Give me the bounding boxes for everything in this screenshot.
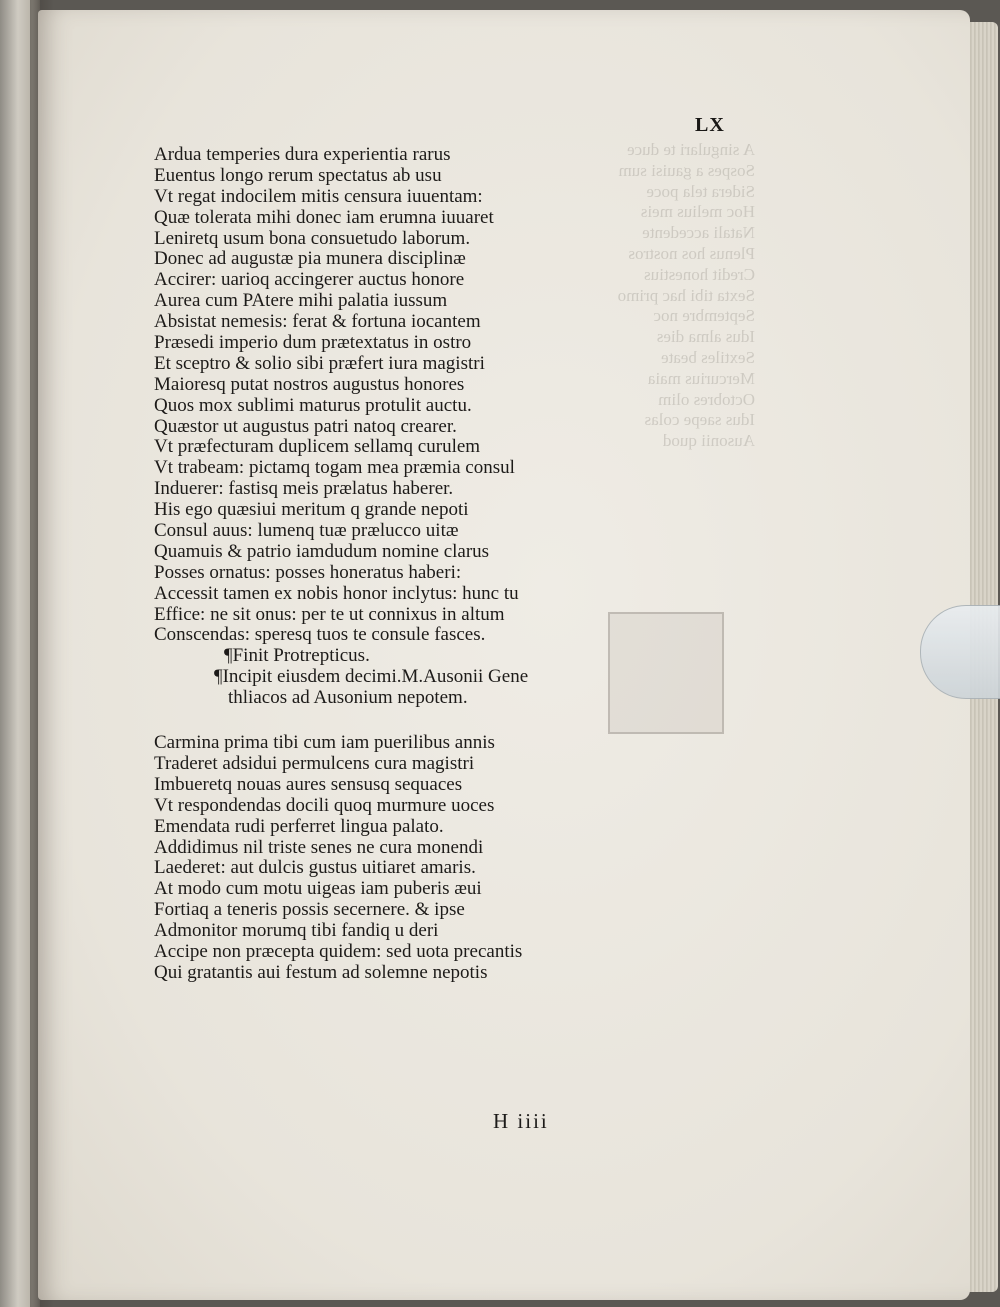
folio-number: LX [695, 114, 725, 136]
text-line: His ego quæsiui meritum q grande nepoti [154, 499, 469, 521]
main-text-block [154, 145, 604, 984]
text-line: Effice: ne sit onus: per te ut connixus in altum [154, 603, 505, 625]
incipit-heading: ¶Incipit eiusdem decimi.M.Ausonii Gene [214, 666, 529, 688]
text-line: Ardua temperies dura experientia rarus [154, 144, 451, 165]
poem-line: Laederet: aut dulcis gustus uitiaret amaris. [154, 857, 476, 879]
text-line: Vt trabeam: pictamq togam mea præmia consul [154, 457, 515, 479]
text-line: Vt regat indocilem mitis censura iuuentam: [154, 185, 483, 207]
text-line: Aurea cum PAtere mihi palatia iussum [154, 290, 448, 312]
text-line: Leniretq usum bona consuetudo laborum. [154, 227, 471, 249]
incipit-heading-continued: thliacos ad Ausonium nepotem. [228, 687, 468, 709]
poem-line: Vt respondendas docili quoq murmure uoces [154, 794, 495, 816]
finit-rubric: ¶Finit Protrepticus. [224, 645, 370, 667]
poem-line: Addidimus nil triste senes ne cura monendi [154, 836, 484, 858]
text-line: Quæ tolerata mihi donec iam erumna iuuaret [154, 206, 494, 228]
text-line: Consul auus: lumenq tuæ prælucco uitæ [154, 520, 459, 542]
poem-line: Imbueretq nouas aures sensusq sequaces [154, 773, 463, 795]
poem-line: Admonitor morumq tibi fandiq u deri [154, 920, 439, 942]
text-line: Posses ornatus: posses honeratus haberi: [154, 561, 462, 583]
poem-line: Fortiaq a teneris possis secernere. & ipse [154, 899, 465, 921]
text-line: Absistat nemesis: ferat & fortuna iocantem [154, 311, 481, 333]
text-line: Præsedi imperio dum prætextatus in ostro [154, 332, 472, 354]
bookmark-clip [920, 605, 1000, 699]
text-line: Induerer: fastisq meis prælatus haberer. [154, 478, 454, 500]
show-through-text: A singulari te duce Sospes a gauisi sum Sidera tela poce Hoc melius meis Natali accedente Plenus hos nostros Credit honestius Sexta tibi hac primo Septembre noc Idus alma dies Sextiles beate Mercurius maia Octobres olim Idus saepe colas Ausonii quod [617, 140, 755, 451]
text-line: Accirer: uarioq accingerer auctus honore [154, 269, 465, 291]
text-line: Quamuis & patrio iamdudum nomine clarus [154, 540, 490, 562]
text-line: Quos mox sublimi maturus protulit auctu. [154, 394, 472, 416]
text-line: Conscendas: speresq tuos te consule fasces. [154, 624, 486, 646]
text-line: Et sceptro & solio sibi præfert iura magistri [154, 352, 485, 374]
poem-line: Emendata rudi perferret lingua palato. [154, 815, 444, 837]
show-through-woodcut-initial [608, 612, 724, 734]
text-line: Euentus longo rerum spectatus ab usu [154, 164, 442, 186]
text-line: Quæstor ut augustus patri natoq crearer. [154, 415, 457, 437]
text-line: Maioresq putat nostros augustus honores [154, 373, 465, 395]
section-gap [154, 709, 604, 733]
signature-mark: H iiii [493, 1109, 549, 1133]
text-line: Accessit tamen ex nobis honor inclytus: hunc tu [154, 582, 519, 604]
text-line: Donec ad augustæ pia munera disciplinæ [154, 248, 466, 270]
text-line: Vt præfecturam duplicem sellamq curulem [154, 436, 481, 458]
poem-line: Carmina prima tibi cum iam puerilibus annis [154, 732, 495, 754]
poem-line: Traderet adsidui permulcens cura magistri [154, 752, 475, 774]
poem-line: At modo cum motu uigeas iam puberis æui [154, 878, 482, 900]
poem-line: Accipe non præcepta quidem: sed uota precantis [154, 940, 523, 962]
poem-line: Qui gratantis aui festum ad solemne nepotis [154, 961, 488, 983]
